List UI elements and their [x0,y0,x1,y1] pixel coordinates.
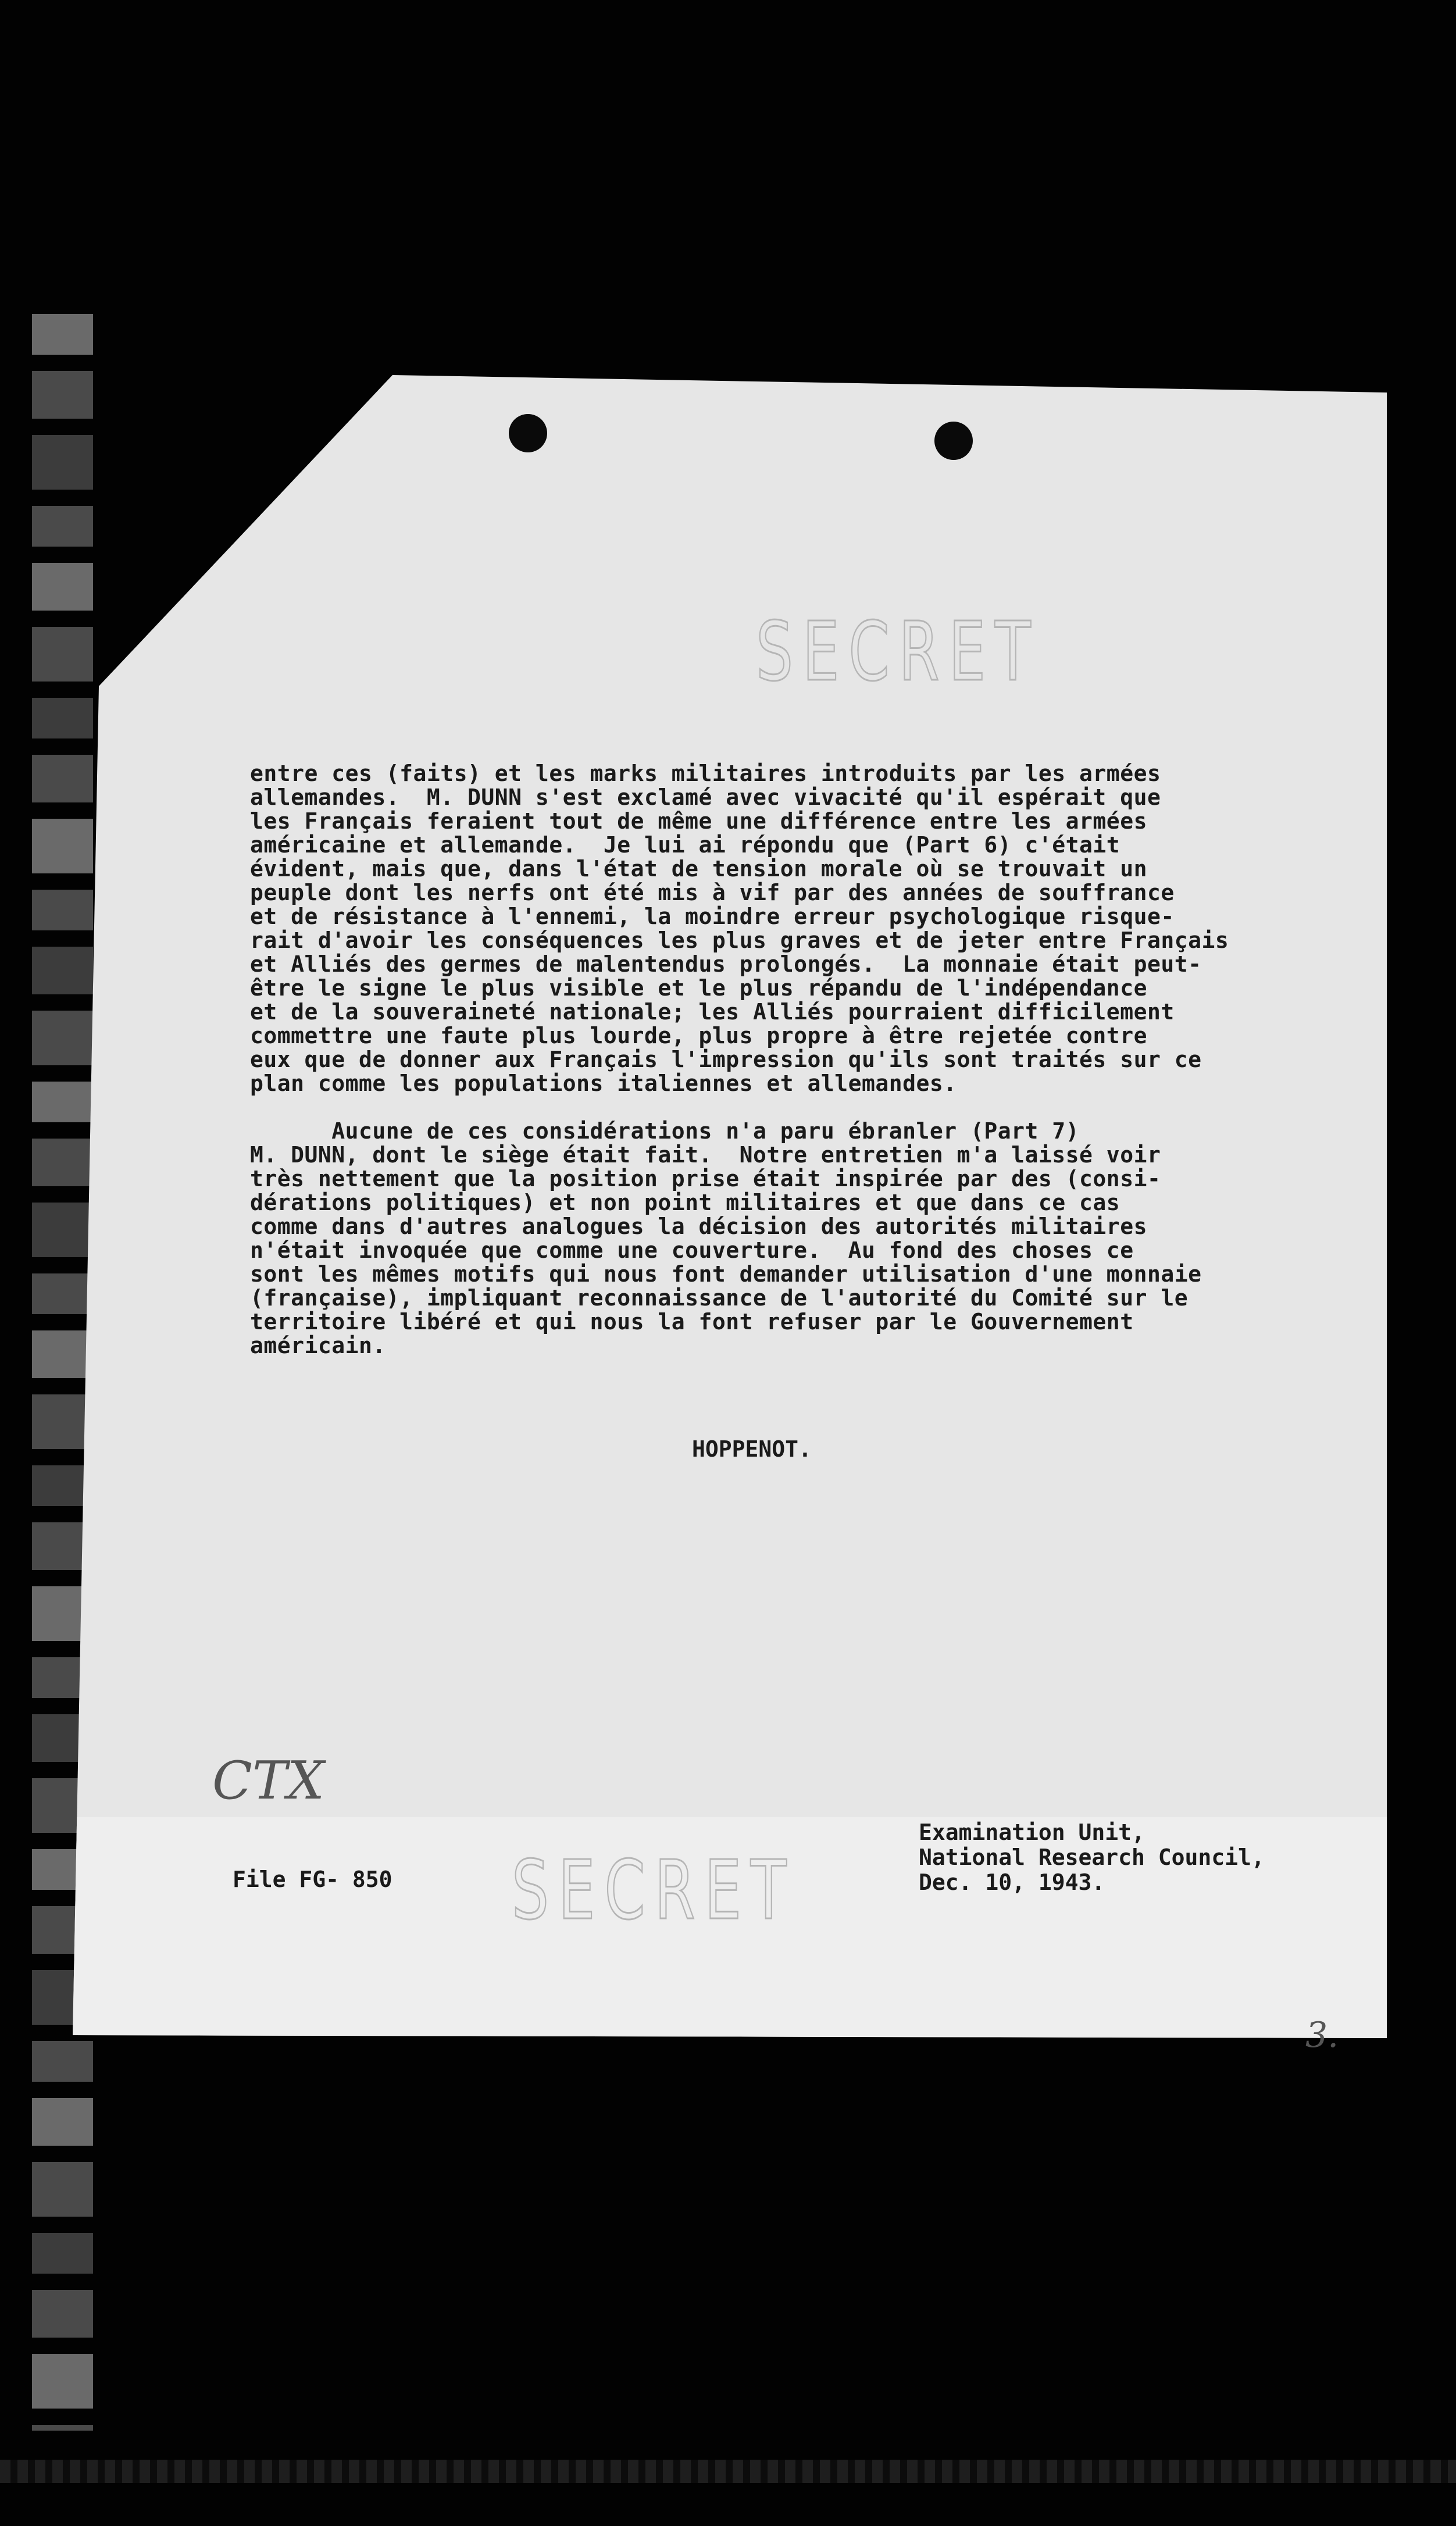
body-line: dérations politiques) et non point militaires et que dans ce cas [250,1190,1120,1215]
body-line: et de résistance à l'ennemi, la moindre erreur psychologique risque- [250,904,1175,929]
film-sprocket [32,435,93,490]
body-line: américain. [250,1333,386,1358]
film-sprocket [32,947,93,994]
film-sprocket [32,1330,93,1378]
footer-line: Dec. 10, 1943. [919,1869,1105,1895]
film-sprocket [32,2162,93,2217]
film-sprocket [32,627,93,682]
body-line: peuple dont les nerfs ont été mis à vif par des années de souffrance [250,880,1175,905]
film-sprocket [32,1082,93,1122]
body-line: territoire libéré et qui nous la font refuser par le Gouvernement [250,1309,1134,1335]
film-sprocket [32,2041,93,2082]
page-number-mark: 3. [1305,2015,1339,2056]
body-line: n'était invoquée que comme une couverture. Au fond des choses ce [250,1237,1134,1263]
film-sprocket [32,1273,93,1314]
film-sprocket [32,2233,93,2274]
footer-line: Examination Unit, [919,1819,1145,1845]
body-line: américaine et allemande. Je lui ai répondu que (Part 6) c'était [250,832,1120,858]
body-line: commettre une faute plus lourde, plus propre à être rejetée contre [250,1023,1147,1048]
film-sprocket-strip [32,314,93,2431]
film-sprocket [32,2354,93,2409]
body-line: les Français feraient tout de même une différence entre les armées [250,808,1147,834]
letter-body [250,762,1355,1358]
body-line: eux que de donner aux Français l'impression qu'ils sont traités sur ce [250,1047,1202,1072]
film-sprocket [32,1203,93,1257]
body-line: très nettement que la position prise était inspirée par des (consi- [250,1166,1161,1191]
punch-hole-right [934,422,973,460]
film-sprocket [32,563,93,611]
film-sprocket [32,698,93,738]
secret-stamp-top: SECRET [756,605,1040,700]
film-sprocket [32,2098,93,2146]
film-sprocket [32,890,93,930]
punch-hole-left [509,414,547,452]
body-line: plan comme les populations italiennes et allemandes. [250,1071,957,1096]
film-sprocket [32,2425,93,2431]
film-sprocket [32,1139,93,1186]
film-sprocket [32,1011,93,1065]
signature: HOPPENOT. [692,1436,812,1462]
film-sprocket [32,314,93,355]
body-line: (française), impliquant reconnaissance de l'autorité du Comité sur le [250,1285,1189,1311]
body-line: être le signe le plus visible et le plus répandu de l'indépendance [250,975,1147,1001]
body-line: rait d'avoir les conséquences les plus graves et de jeter entre Français [250,927,1229,953]
body-line: évident, mais que, dans l'état de tension morale où se trouvait un [250,856,1147,882]
body-line: Aucune de ces considérations n'a paru ébranler (Part 7) [250,1118,1080,1144]
handwritten-initials: CTX [212,1750,324,1811]
body-line [250,1096,1355,1119]
film-sprocket [32,819,93,873]
secret-stamp-bottom: SECRET [512,1843,796,1938]
footer-line: National Research Council, [919,1844,1265,1870]
film-sprocket [32,1394,93,1449]
body-line: comme dans d'autres analogues la décision des autorités militaires [250,1214,1147,1239]
body-line: sont les mêmes motifs qui nous font demander utilisation d'une monnaie [250,1261,1202,1287]
body-line: et Alliés des germes de malentendus prolongés. La monnaie était peut- [250,951,1202,977]
body-line: allemandes. M. DUNN s'est exclamé avec vivacité qu'il espérait que [250,784,1161,810]
film-sprocket [32,506,93,547]
examination-unit-block [919,1820,1265,1895]
body-line: entre ces (faits) et les marks militaires introduits par les armées [250,761,1161,786]
film-sprocket [32,2290,93,2338]
film-sprocket [32,371,93,419]
file-reference: File FG- 850 [233,1867,392,1892]
film-bottom-edge [0,2460,1456,2483]
body-line: et de la souveraineté nationale; les Alliés pourraient difficilement [250,999,1175,1025]
body-line: M. DUNN, dont le siège était fait. Notre entretien m'a laissé voir [250,1142,1161,1168]
film-sprocket [32,755,93,802]
